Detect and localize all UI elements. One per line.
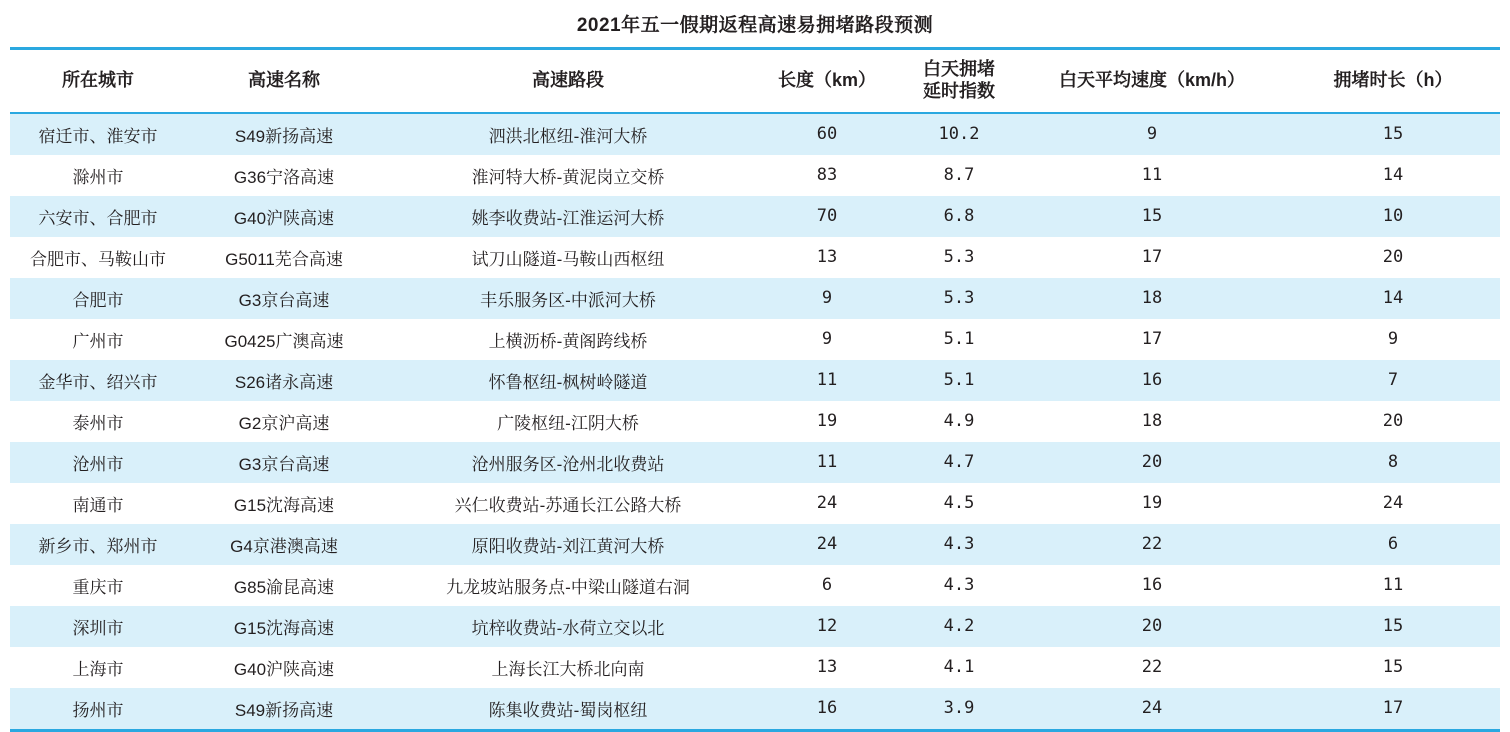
cell-avg-speed: 16: [1018, 360, 1286, 401]
table-row: [10, 606, 1500, 647]
cell-duration: 6: [1286, 524, 1500, 565]
cell-duration: 11: [1286, 565, 1500, 606]
cell-length: 70: [754, 196, 900, 237]
cell-city: 广州市: [10, 319, 186, 360]
table-row: [10, 647, 1500, 688]
cell-expressway: G5011芜合高速: [186, 237, 382, 278]
cell-avg-speed: 9: [1018, 113, 1286, 155]
cell-delay-index: 4.7: [900, 442, 1018, 483]
column-header-length: 长度（km）: [754, 49, 900, 113]
cell-avg-speed: 17: [1018, 319, 1286, 360]
column-header-expressway: 高速名称: [186, 49, 382, 113]
cell-expressway: G3京台高速: [186, 278, 382, 319]
cell-length: 9: [754, 278, 900, 319]
cell-expressway: G40沪陕高速: [186, 196, 382, 237]
cell-expressway: S49新扬高速: [186, 113, 382, 155]
cell-city: 深圳市: [10, 606, 186, 647]
cell-delay-index: 5.3: [900, 278, 1018, 319]
cell-delay-index: 3.9: [900, 688, 1018, 731]
cell-delay-index: 4.9: [900, 401, 1018, 442]
cell-expressway: G4京港澳高速: [186, 524, 382, 565]
cell-duration: 17: [1286, 688, 1500, 731]
cell-duration: 15: [1286, 113, 1500, 155]
cell-delay-index: 5.1: [900, 360, 1018, 401]
cell-expressway: G15沈海高速: [186, 606, 382, 647]
table-row: [10, 483, 1500, 524]
cell-segment: 上横沥桥-黄阁跨线桥: [382, 319, 754, 360]
cell-segment: 九龙坡站服务点-中梁山隧道右洞: [382, 565, 754, 606]
cell-city: 六安市、合肥市: [10, 196, 186, 237]
cell-expressway: G36宁洛高速: [186, 155, 382, 196]
cell-length: 60: [754, 113, 900, 155]
cell-city: 扬州市: [10, 688, 186, 731]
cell-city: 金华市、绍兴市: [10, 360, 186, 401]
table-header: [10, 49, 1500, 113]
cell-duration: 14: [1286, 278, 1500, 319]
cell-length: 24: [754, 483, 900, 524]
column-header-duration: 拥堵时长（h）: [1286, 49, 1500, 113]
cell-duration: 8: [1286, 442, 1500, 483]
cell-expressway: S49新扬高速: [186, 688, 382, 731]
cell-segment: 兴仁收费站-苏通长江公路大桥: [382, 483, 754, 524]
cell-duration: 14: [1286, 155, 1500, 196]
cell-segment: 沧州服务区-沧州北收费站: [382, 442, 754, 483]
cell-avg-speed: 22: [1018, 647, 1286, 688]
cell-duration: 15: [1286, 606, 1500, 647]
cell-duration: 20: [1286, 401, 1500, 442]
cell-city: 滁州市: [10, 155, 186, 196]
table-row: [10, 442, 1500, 483]
cell-city: 南通市: [10, 483, 186, 524]
cell-segment: 陈集收费站-蜀岗枢纽: [382, 688, 754, 731]
cell-length: 19: [754, 401, 900, 442]
cell-length: 13: [754, 647, 900, 688]
cell-expressway: G3京台高速: [186, 442, 382, 483]
cell-duration: 7: [1286, 360, 1500, 401]
cell-duration: 9: [1286, 319, 1500, 360]
cell-expressway: S26诸永高速: [186, 360, 382, 401]
cell-delay-index: 4.5: [900, 483, 1018, 524]
cell-segment: 丰乐服务区-中派河大桥: [382, 278, 754, 319]
page-title: 2021年五一假期返程高速易拥堵路段预测: [576, 15, 934, 36]
cell-city: 沧州市: [10, 442, 186, 483]
cell-segment: 怀鲁枢纽-枫树岭隧道: [382, 360, 754, 401]
cell-avg-speed: 20: [1018, 606, 1286, 647]
cell-avg-speed: 22: [1018, 524, 1286, 565]
cell-segment: 姚李收费站-江淮运河大桥: [382, 196, 754, 237]
cell-delay-index: 5.3: [900, 237, 1018, 278]
table-row: [10, 319, 1500, 360]
cell-segment: 原阳收费站-刘江黄河大桥: [382, 524, 754, 565]
cell-delay-index: 10.2: [900, 113, 1018, 155]
cell-segment: 广陵枢纽-江阴大桥: [382, 401, 754, 442]
table-row: [10, 237, 1500, 278]
cell-avg-speed: 18: [1018, 278, 1286, 319]
cell-duration: 15: [1286, 647, 1500, 688]
cell-avg-speed: 11: [1018, 155, 1286, 196]
cell-city: 泰州市: [10, 401, 186, 442]
table-body: [10, 113, 1500, 731]
cell-length: 11: [754, 360, 900, 401]
cell-expressway: G85渝昆高速: [186, 565, 382, 606]
table-row: [10, 524, 1500, 565]
cell-segment: 坑梓收费站-水荷立交以北: [382, 606, 754, 647]
cell-city: 上海市: [10, 647, 186, 688]
cell-expressway: G2京沪高速: [186, 401, 382, 442]
column-header-avg-speed: 白天平均速度（km/h）: [1018, 49, 1286, 113]
cell-avg-speed: 16: [1018, 565, 1286, 606]
cell-delay-index: 4.1: [900, 647, 1018, 688]
table-row: [10, 565, 1500, 606]
cell-segment: 试刀山隧道-马鞍山西枢纽: [382, 237, 754, 278]
column-header-segment: 高速路段: [382, 49, 754, 113]
table-row: [10, 113, 1500, 155]
cell-delay-index: 8.7: [900, 155, 1018, 196]
cell-city: 合肥市、马鞍山市: [10, 237, 186, 278]
cell-city: 合肥市: [10, 278, 186, 319]
table-row: [10, 155, 1500, 196]
cell-duration: 20: [1286, 237, 1500, 278]
cell-delay-index: 4.2: [900, 606, 1018, 647]
column-header-delay-index-line2: 延时指数: [923, 80, 995, 101]
cell-avg-speed: 17: [1018, 237, 1286, 278]
table-row: [10, 360, 1500, 401]
table-row: [10, 688, 1500, 731]
cell-expressway: G15沈海高速: [186, 483, 382, 524]
cell-segment: 泗洪北枢纽-淮河大桥: [382, 113, 754, 155]
cell-city: 宿迁市、淮安市: [10, 113, 186, 155]
cell-segment: 淮河特大桥-黄泥岗立交桥: [382, 155, 754, 196]
table-row: [10, 196, 1500, 237]
cell-length: 16: [754, 688, 900, 731]
cell-avg-speed: 19: [1018, 483, 1286, 524]
cell-segment: 上海长江大桥北向南: [382, 647, 754, 688]
cell-length: 11: [754, 442, 900, 483]
column-header-delay-index: [900, 49, 1018, 113]
cell-avg-speed: 20: [1018, 442, 1286, 483]
table-row: [10, 401, 1500, 442]
cell-avg-speed: 24: [1018, 688, 1286, 731]
cell-city: 重庆市: [10, 565, 186, 606]
cell-avg-speed: 15: [1018, 196, 1286, 237]
cell-duration: 24: [1286, 483, 1500, 524]
table-header-row: [10, 49, 1500, 113]
cell-expressway: G40沪陕高速: [186, 647, 382, 688]
column-header-city: 所在城市: [10, 49, 186, 113]
cell-length: 6: [754, 565, 900, 606]
cell-length: 24: [754, 524, 900, 565]
cell-length: 13: [754, 237, 900, 278]
cell-length: 83: [754, 155, 900, 196]
cell-length: 9: [754, 319, 900, 360]
cell-delay-index: 5.1: [900, 319, 1018, 360]
cell-duration: 10: [1286, 196, 1500, 237]
cell-delay-index: 6.8: [900, 196, 1018, 237]
cell-delay-index: 4.3: [900, 565, 1018, 606]
congestion-forecast-table: [10, 47, 1500, 732]
cell-delay-index: 4.3: [900, 524, 1018, 565]
cell-city: 新乡市、郑州市: [10, 524, 186, 565]
table-row: [10, 278, 1500, 319]
cell-length: 12: [754, 606, 900, 647]
column-header-delay-index-line1: 白天拥堵: [923, 59, 995, 79]
cell-avg-speed: 18: [1018, 401, 1286, 442]
cell-expressway: G0425广澳高速: [186, 319, 382, 360]
